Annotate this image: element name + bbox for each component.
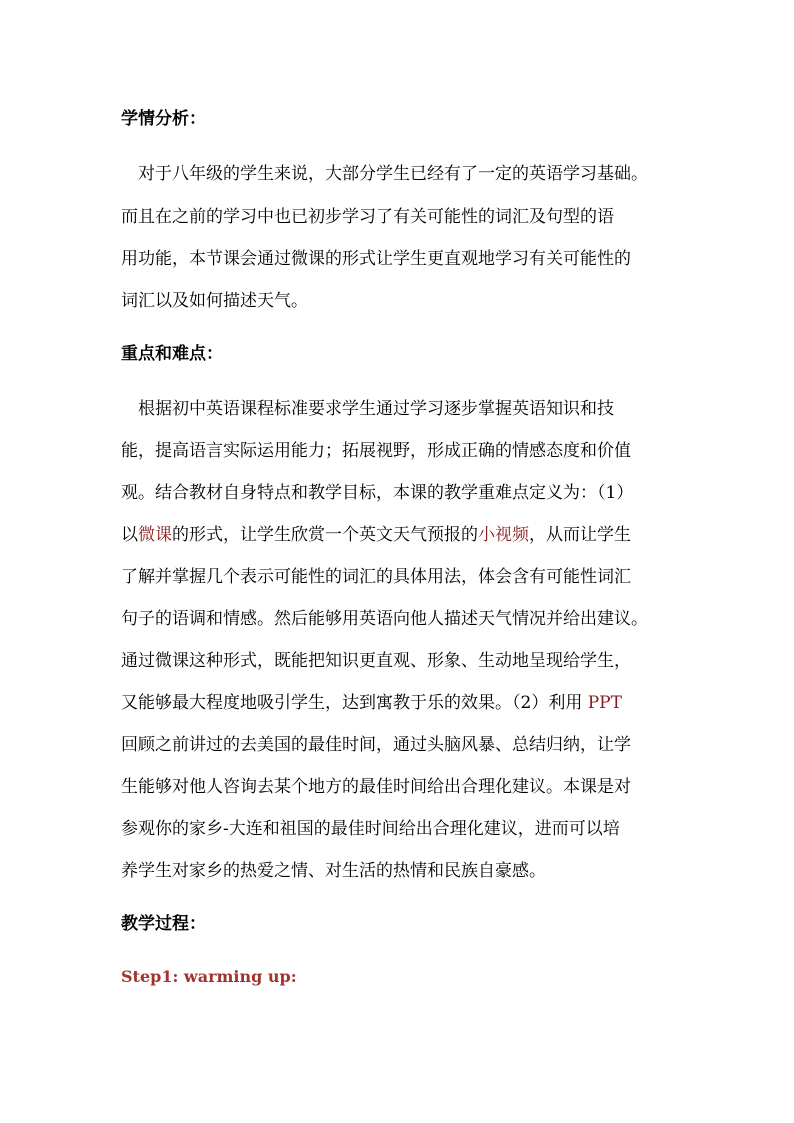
paragraph-line: 而且在之前的学习中也已初步学习了有关可能性的词汇及句型的语 — [121, 207, 614, 227]
paragraph-line — [121, 692, 622, 714]
paragraph-line: 能，提高语言实际运用能力；拓展视野，形成正确的情感态度和价值 — [121, 441, 631, 461]
paragraph-line: 根据初中英语课程标准要求学生通过学习逐步掌握英语知识和技 — [138, 399, 614, 419]
highlight-ppt: PPT — [587, 693, 622, 713]
text-span: ，从而让学生 — [529, 525, 631, 545]
text-span: 的形式，让学生欣赏一个英文天气预报的 — [172, 525, 478, 545]
paragraph-line — [121, 524, 631, 546]
step-heading: Step1: warming up: — [121, 967, 297, 986]
text-span: 又能够最大程度地吸引学生，达到寓教于乐的效果。（2）利用 — [121, 693, 588, 713]
paragraph-line: 了解并掌握几个表示可能性的词汇的具体用法，体会含有可能性词汇 — [121, 567, 631, 587]
section-title-key-points: 重点和难点： — [121, 344, 223, 364]
highlight-microlesson: 微课 — [138, 525, 172, 545]
text-span: 以 — [121, 525, 138, 545]
paragraph-line: 句子的语调和情感。然后能够用英语向他人描述天气情况并给出建议。 — [121, 609, 648, 629]
paragraph-line: 词汇以及如何描述天气。 — [121, 291, 308, 311]
paragraph-line: 生能够对他人咨询去某个地方的最佳时间给出合理化建议。本课是对 — [121, 777, 631, 797]
section-title-learning-analysis: 学情分析： — [121, 109, 206, 129]
section-title-teaching-process: 教学过程： — [121, 914, 206, 934]
paragraph-line: 对于八年级的学生来说，大部分学生已经有了一定的英语学习基础。 — [138, 164, 648, 184]
paragraph-line: 用功能，本节课会通过微课的形式让学生更直观地学习有关可能性的 — [121, 249, 631, 269]
paragraph-line: 养学生对家乡的热爱之情、对生活的热情和民族自豪感。 — [121, 861, 546, 881]
highlight-short-video: 小视频 — [478, 525, 529, 545]
paragraph-line: 回顾之前讲过的去美国的最佳时间，通过头脑风暴、总结归纳，让学 — [121, 735, 631, 755]
paragraph-line: 观。结合教材自身特点和教学目标，本课的教学重难点定义为：（1） — [121, 483, 634, 503]
paragraph-line: 通过微课这种形式，既能把知识更直观、形象、生动地呈现给学生， — [121, 651, 631, 671]
paragraph-line: 参观你的家乡-大连和祖国的最佳时间给出合理化建议，进而可以培 — [121, 819, 620, 839]
